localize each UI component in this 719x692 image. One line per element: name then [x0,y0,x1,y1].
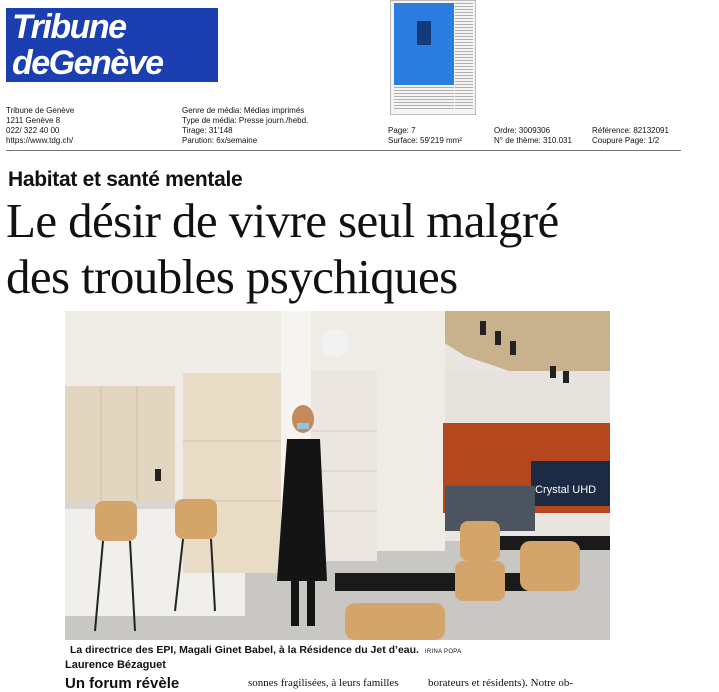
header-divider [6,150,681,151]
article-photo [65,311,610,640]
order-number: Ordre: 3009306 [494,126,551,135]
page-surface: Surface: 59'219 mm² [388,136,463,145]
reference-number: Référence: 82132091 [592,126,669,135]
reference-info [592,126,669,146]
body-column-1: sonnes fragilisées, à leurs familles [248,677,399,689]
media-parution: Parution: 6x/semaine [182,136,258,145]
page-info [388,126,462,146]
media-type: Type de média: Presse journ./hebd. [182,116,309,125]
order-info [494,126,572,146]
photo-credit: IRINA POPA [424,649,462,655]
caption-text: La directrice des EPI, Magali Ginet Babel, à la Résidence du Jet d’eau. [70,644,419,656]
media-info [182,106,308,146]
tv-box-label: Crystal UHD [535,484,597,496]
article-author: Laurence Bézaguet [65,659,166,671]
page-number: Page: 7 [388,126,416,135]
theme-number: N° de thème: 310.031 [494,136,572,145]
logo-line2: deGenève [12,44,163,82]
clipping-page: Coupure Page: 1/2 [592,136,660,145]
publisher-phone: 022/ 322 40 00 [6,126,60,135]
publisher-address: 1211 Genève 8 [6,116,61,125]
headline-line1: Le désir de vivre seul malgré [6,193,559,248]
publisher-name: Tribune de Genève [6,106,75,115]
publisher-info [6,106,74,146]
article-kicker: Habitat et santé mentale [8,168,243,191]
headline-line2: des troubles psychiques [6,249,458,304]
media-genre: Genre de média: Médias imprimés [182,106,305,115]
article-subhead: Un forum révèle [65,675,180,692]
publisher-url[interactable]: https://www.tdg.ch/ [6,136,74,145]
media-tirage: Tirage: 31'148 [182,126,233,135]
photo-caption [70,644,461,656]
tribune-de-geneve-logo [6,8,218,82]
body-column-2: borateurs et résidents). Notre ob- [428,677,574,689]
logo-line1: Tribune [12,8,126,46]
page-thumbnail [390,0,476,115]
